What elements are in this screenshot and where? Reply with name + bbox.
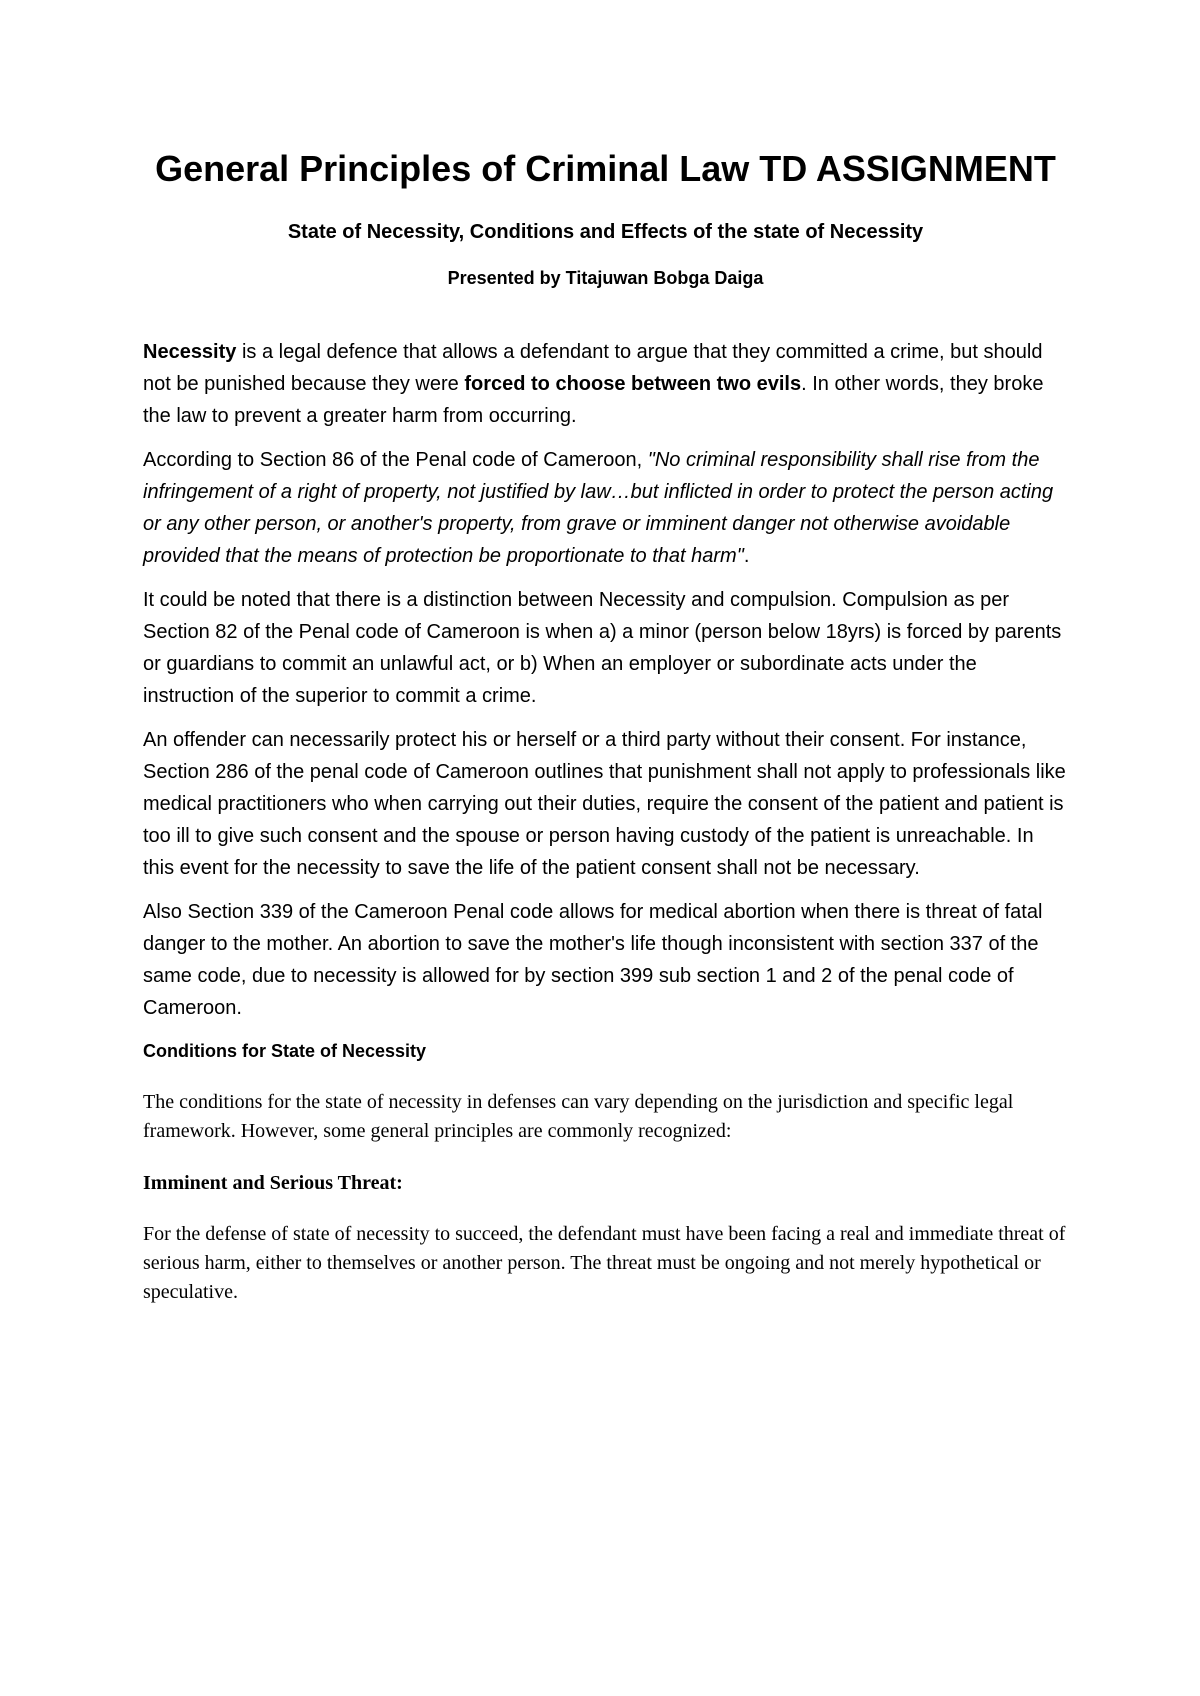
document-body: [143, 143, 1068, 1307]
author-line: Presented by Titajuwan Bobga Daiga: [447, 268, 764, 288]
section-86-intro: According to Section 86 of the Penal code of Cameroon,: [143, 449, 648, 471]
conditions-heading: Conditions for State of Necessity: [143, 1041, 427, 1061]
paragraph-section-339: Also Section 339 of the Cameroon Penal code allows for medical abortion when there is threat of fatal danger to the mother. An abortion to save the mother's life though inconsistent with section 337 of the same code, due to necessity is allowed for by section 399 sub section 1 and 2 of the penal code of Cameroon.: [143, 901, 1043, 1019]
document-title: General Principles of Criminal Law TD ASSIGNMENT: [155, 148, 1056, 189]
paragraph-compulsion: It could be noted that there is a distinction between Necessity and compulsion. Compulsion as per Section 82 of the Penal code of Cameroon is when a) a minor (person below 18yrs) is forced by parents or guardians to commit an unlawful act, or b) When an employer or subordinate acts under the instruction of the superior to commit a crime.: [143, 589, 1062, 707]
threat-paragraph: For the defense of state of necessity to succeed, the defendant must have been facing a real and immediate threat of serious harm, either to themselves or another person. The threat must be ongoing and not merely hypothetical or speculative.: [143, 1223, 1066, 1303]
term-necessity: Necessity: [143, 341, 237, 363]
paragraph-necessity-definition: [143, 336, 1068, 432]
definition-text-b: . In other words, they broke the law to prevent a greater harm from occurring.: [143, 373, 1044, 427]
definition-emphasis: forced to choose between two evils: [464, 373, 802, 395]
conditions-intro: The conditions for the state of necessity in defenses can vary depending on the jurisdiction and specific legal framework. However, some general principles are commonly recognized:: [143, 1091, 1014, 1142]
threat-heading: Imminent and Serious Threat:: [143, 1172, 403, 1194]
section-86-end: .: [743, 545, 750, 567]
paragraph-section-86: [143, 444, 1068, 572]
document-subtitle: State of Necessity, Conditions and Effects of the state of Necessity: [287, 221, 924, 243]
definition-text-a: is a legal defence that allows a defendant to argue that they committed a crime, but should not be punished because they were: [143, 341, 1043, 395]
paragraph-section-286: An offender can necessarily protect his or herself or a third party without their consent. For instance, Section 286 of the penal code of Cameroon outlines that punishment shall not apply to professionals like medical practitioners who when carrying out their duties, require the consent of the patient and patient is too ill to give such consent and the spouse or person having custody of the patient is unreachable. In this event for the necessity to save the life of the patient consent shall not be necessary.: [143, 729, 1066, 879]
section-86-quote: "No criminal responsibility shall rise from the infringement of a right of property, not justified by law…but inflicted in order to protect the person acting or any other person, or another's property, from grave or imminent danger not otherwise avoidable provided that the means of protection be proportionate to that harm": [143, 449, 1054, 567]
